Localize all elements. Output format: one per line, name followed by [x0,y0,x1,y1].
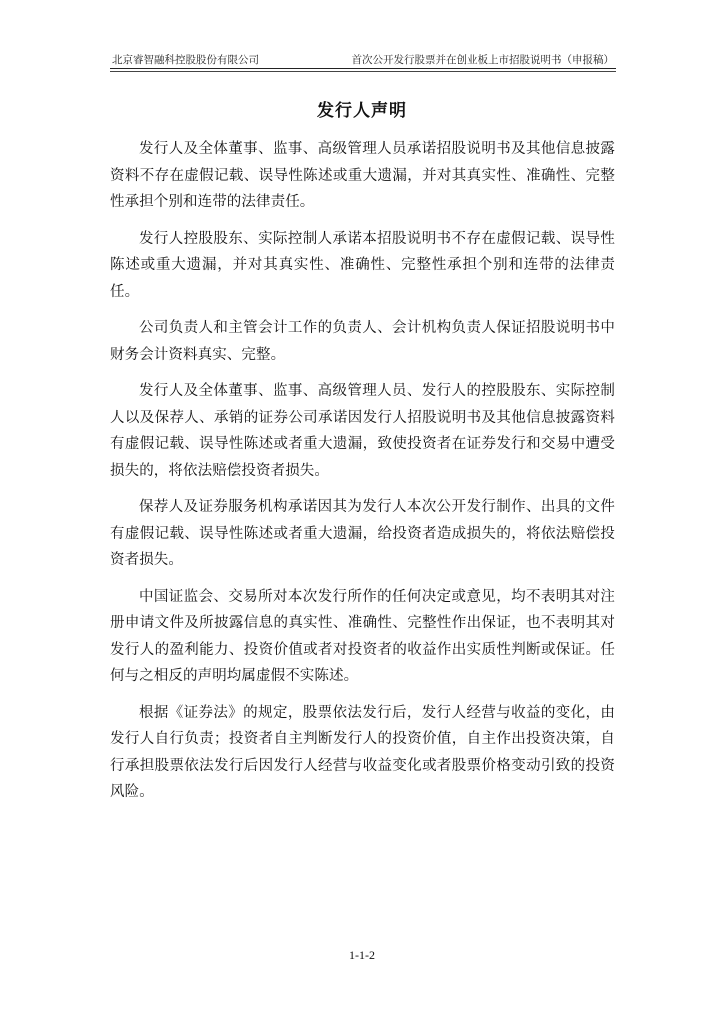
header-document-title: 首次公开发行股票并在创业板上市招股说明书（申报稿） [351,54,614,66]
paragraph-compensation-commitment: 发行人及全体董事、监事、高级管理人员、发行人的控股股东、实际控制人以及保荐人、承销的证券公司承诺因发行人招股说明书及其他信息披露资料有虚假记载、误导性陈述或者重大遗漏，致使投资者在证券发行和交易中遭受损失的，将依法赔偿投资者损失。 [110,383,615,479]
paragraph-regulator-disclaimer: 中国证监会、交易所对本次发行所作的任何决定或意见，均不表明其对注册申请文件及所披露信息的真实性、准确性、完整性作出保证，也不表明其对发行人的盈利能力、投资价值或者对投资者的收益作出实质性判断或保证。任何与之相反的声明均属虚假不实陈述。 [110,588,615,684]
declaration-body [110,136,615,816]
paragraph-directors-commitment: 发行人及全体董事、监事、高级管理人员承诺招股说明书及其他信息披露资料不存在虚假记载、误导性陈述或重大遗漏，并对其真实性、准确性、完整性承担个别和连带的法律责任。 [110,141,615,210]
paragraph-sponsor-commitment: 保荐人及证券服务机构承诺因其为发行人本次公开发行制作、出具的文件有虚假记载、误导性陈述或者重大遗漏，给投资者造成损失的，将依法赔偿投资者损失。 [110,499,615,568]
paragraph-controlling-shareholder: 发行人控股股东、实际控制人承诺本招股说明书不存在虚假记载、误导性陈述或重大遗漏，并对其真实性、准确性、完整性承担个别和连带的法律责任。 [110,230,615,300]
header-rule-thin [110,71,616,72]
paragraph-financial-responsibility: 公司负责人和主管会计工作的负责人、会计机构负责人保证招股说明书中财务会计资料真实、完整。 [110,320,615,363]
paragraph-investment-risk: 根据《证券法》的规定，股票依法发行后，发行人经营与收益的变化，由发行人自行负责；投资者自主判断发行人的投资价值，自主作出投资决策，自行承担股票依法发行后因发行人经营与收益变化或者股票价格变动引致的投资风险。 [110,704,615,800]
header-company-name: 北京睿智融科控股股份有限公司 [112,54,259,66]
page-header [112,50,614,68]
header-rule [110,68,616,69]
page-number: 1-1-2 [349,948,375,962]
page-title: 发行人声明 [317,101,407,121]
